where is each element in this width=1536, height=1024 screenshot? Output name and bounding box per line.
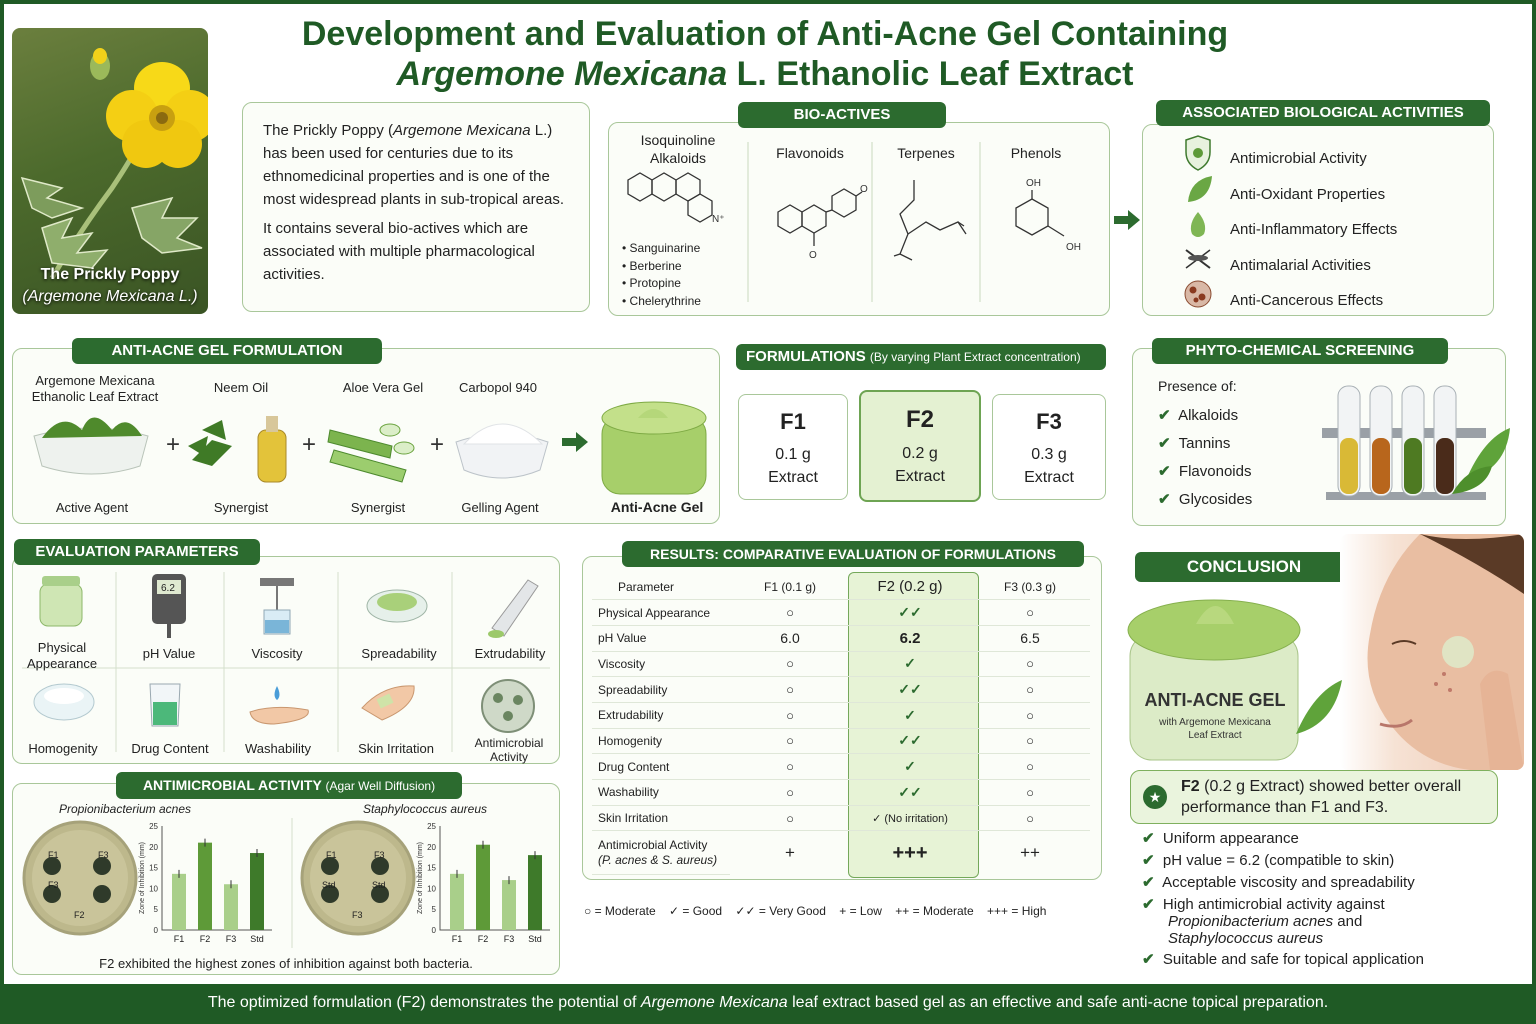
intro-panel	[242, 102, 590, 312]
tube-liquid	[1436, 438, 1454, 494]
check-icon: ✔	[1142, 951, 1155, 968]
phenol-oh-label-2: OH	[1066, 242, 1081, 253]
param-cell: Skin Irritation	[592, 805, 730, 831]
f1-cell: 6.0	[730, 625, 850, 651]
tube-icon	[488, 580, 538, 638]
check-circle-icon: ✔	[1158, 463, 1171, 480]
f2-cell: +++	[892, 841, 928, 864]
ingredient-name-aloe: Aloe Vera Gel	[342, 380, 424, 395]
results-title: RESULTS: COMPARATIVE EVALUATION OF FORMULATIONS	[622, 541, 1084, 567]
intro-p1c: L.) has been used for centuries due to its ethnomedicinal properties and is one of the most widespread plants in sub-tropical areas.	[263, 122, 564, 208]
well-label: F2	[74, 910, 85, 920]
eval-label: Antimicrobial Activity	[474, 736, 544, 764]
eval-label: pH Value	[142, 646, 196, 661]
face-photo	[1340, 534, 1524, 770]
x-tick-label: F1	[451, 934, 463, 944]
formulation-id: F2	[905, 406, 934, 433]
table-row	[592, 651, 1090, 677]
y-tick-label: 15	[149, 863, 158, 873]
eval-label: Extrudability	[474, 646, 546, 661]
check-icon: ✔	[1142, 852, 1155, 869]
alkaloid-item: • Protopine	[622, 276, 681, 290]
tube-liquid	[1404, 438, 1422, 494]
well-label: F1	[326, 850, 337, 860]
conclusion-item: ✔ Acceptable viscosity and spreadability	[1142, 874, 1415, 891]
bar	[502, 880, 516, 930]
activity-icons	[1182, 136, 1222, 316]
formulations-subtitle: (By varying Plant Extract concentration)	[869, 350, 1081, 364]
footer-banner: The optimized formulation (F2) demonstrates the potential of Argemone Mexicana leaf extract based gel as an effective and safe anti-acne topical preparation.	[0, 984, 1536, 1024]
intro-p1-species: Argemone Mexicana	[393, 122, 531, 139]
bar	[172, 874, 186, 930]
table-row	[592, 754, 1090, 780]
beaker-icon	[150, 684, 180, 726]
alkaloid-item: • Berberine	[622, 258, 682, 273]
legend-item: +++ = High	[987, 904, 1047, 918]
f3-cell: ○	[970, 805, 1090, 831]
formulation-result: Anti-Acne Gel	[610, 499, 704, 515]
conclusion-item: ✔ Uniform appearance	[1142, 830, 1299, 847]
table-row	[592, 702, 1090, 728]
formulation-id: F3	[1036, 409, 1062, 434]
neem-oil-icon	[188, 416, 286, 482]
phyto-presence: Presence of:	[1158, 378, 1237, 394]
y-tick-label: 10	[427, 884, 436, 894]
formulation-amount: 0.1 g Extract	[768, 446, 818, 486]
header-f2: F2 (0.2 g)	[850, 574, 970, 600]
phyto-title: PHYTO-CHEMICAL SCREENING	[1152, 338, 1448, 364]
alkaloid-item: • Chelerythrine	[622, 293, 701, 308]
param-cell: Homogenity	[592, 728, 730, 754]
plus-sign: +	[302, 431, 317, 458]
bioactive-col-flavonoids: Flavonoids	[776, 145, 844, 161]
formulation-id: F1	[780, 409, 806, 434]
f1-cell: ○	[730, 754, 850, 780]
tube-liquid	[1340, 438, 1358, 494]
prickly-poppy-photo	[12, 28, 208, 314]
f1-cell: ○	[730, 728, 850, 754]
arrow-right-icon	[562, 432, 588, 452]
agar-plates-and-charts	[12, 818, 560, 958]
formulation-amount: 0.2 g Extract	[895, 445, 945, 485]
f2-cell: ✓	[850, 651, 970, 677]
x-tick-label: F3	[225, 934, 237, 944]
y-axis-label: Zone of Inhibition (mm)	[417, 842, 424, 914]
ingredient-name-neem: Neem Oil	[213, 380, 269, 395]
eval-label: Spreadability	[361, 646, 437, 661]
bacteria-label: Propionibacterium acnes	[58, 802, 192, 816]
bar	[476, 845, 490, 930]
hand-washing-icon	[250, 686, 308, 724]
table-row	[592, 805, 1090, 831]
tube-liquid	[1372, 438, 1390, 494]
y-tick-label: 20	[427, 842, 436, 852]
aloe-vera-icon	[328, 424, 414, 482]
formulation-card-f1[interactable]	[738, 394, 848, 500]
table-row	[592, 831, 1090, 875]
f3-cell: ○	[970, 677, 1090, 703]
x-tick-label: Std	[250, 934, 264, 944]
gel-jar-icon	[602, 402, 706, 494]
plus-sign: +	[166, 431, 181, 458]
title-line1: Development and Evaluation of Anti-Acne Gel Containing	[301, 15, 1229, 53]
petri-dish-icon	[482, 680, 534, 732]
conclusion-highlight-text: F2 (0.2 g Extract) showed better overall performance than F1 and F3.	[1181, 778, 1462, 816]
param-cell: pH Value	[592, 625, 730, 651]
phenol-oh-label-1: OH	[1026, 178, 1041, 189]
legend-item: ○ = Moderate	[584, 904, 656, 918]
param-cell: Spreadability	[592, 677, 730, 703]
param-cell: Physical Appearance	[592, 600, 730, 626]
param-cell: Extrudability	[592, 702, 730, 728]
f3-cell: ○	[970, 651, 1090, 677]
ingredient-name-carbopol: Carbopol 940	[458, 380, 538, 395]
well-label: F1	[48, 850, 59, 860]
formulation-card-f3[interactable]	[992, 394, 1106, 500]
x-tick-label: F3	[503, 934, 515, 944]
well-label: Std	[322, 880, 336, 890]
face-illustration	[1340, 534, 1524, 770]
spread-dish-icon	[367, 590, 427, 622]
formulation-illustrations	[12, 390, 712, 500]
alkaloid-list	[622, 240, 701, 310]
f1-cell: ○	[730, 702, 850, 728]
header-f1: F1 (0.1 g)	[730, 574, 850, 600]
activity-item: Antimalarial Activities	[1230, 256, 1371, 274]
y-tick-label: 5	[431, 905, 436, 915]
f3-cell: ++	[1020, 843, 1040, 863]
leaf-icon	[1188, 176, 1212, 202]
table-row	[592, 600, 1090, 626]
conclusion-item: ✔ High antimicrobial activity against Propionibacterium acnes and Staphylococcus aureus	[1142, 896, 1385, 947]
f1-cell: ○	[730, 805, 850, 831]
eval-label: Drug Content	[131, 741, 209, 756]
flavonoid-o2-label: O	[809, 250, 817, 261]
table-header	[592, 574, 1090, 600]
jar-label-sub: with Argemone Mexicana Leaf Extract	[1159, 717, 1271, 741]
intro-paragraph-1	[263, 119, 579, 211]
x-tick-label: F2	[477, 934, 489, 944]
activity-item: Anti-Oxidant Properties	[1230, 185, 1386, 203]
phyto-item: ✔ Alkaloids	[1158, 407, 1239, 424]
f1-cell: ○	[730, 780, 850, 806]
eval-label: Washability	[245, 741, 311, 756]
table-row	[592, 728, 1090, 754]
flavonoid-o-label: O	[860, 184, 868, 195]
x-tick-label: F1	[173, 934, 185, 944]
arrow-right-icon	[1114, 210, 1140, 230]
plant-caption	[12, 264, 208, 308]
param-cell: Washability	[592, 780, 730, 806]
bar	[198, 843, 212, 930]
y-tick-label: 25	[427, 822, 436, 831]
plus-sign: +	[430, 431, 445, 458]
inhibition-chart-s-aureus	[417, 822, 550, 944]
activity-list	[1230, 141, 1397, 319]
eval-label: Skin Irritation	[358, 741, 434, 756]
ingredient-role-aloe: Synergist	[350, 500, 406, 515]
y-axis-label: Zone of Inhibition (mm)	[139, 842, 146, 914]
page-title	[230, 14, 1300, 94]
table-row	[592, 780, 1090, 806]
eval-label: Viscosity	[251, 646, 303, 661]
title-species: Argemone Mexicana	[396, 55, 728, 93]
y-tick-label: 5	[153, 905, 158, 915]
alkaloid-item: • Sanguinarine	[622, 241, 701, 255]
f2-cell: ✓✓	[850, 600, 970, 626]
f2-cell: ✓✓	[850, 780, 970, 806]
activity-item: Anti-Cancerous Effects	[1230, 292, 1384, 309]
well-label: F3	[352, 910, 363, 920]
bio-activities-title: ASSOCIATED BIOLOGICAL ACTIVITIES	[1156, 100, 1490, 126]
x-tick-label: Std	[528, 934, 542, 944]
intro-p1a: The Prickly Poppy (	[263, 122, 394, 139]
plant-caption-name: The Prickly Poppy	[40, 266, 180, 283]
header-f3: F3 (0.3 g)	[970, 574, 1090, 600]
bar	[250, 853, 264, 930]
cream-bowl-icon	[34, 684, 94, 720]
formulations-title	[736, 344, 1106, 370]
conclusion-highlight	[1130, 770, 1498, 824]
results-legend	[584, 904, 1104, 918]
legend-item: + = Low	[839, 904, 882, 918]
title-line2	[230, 54, 1300, 94]
header-parameter: Parameter	[592, 574, 730, 600]
conclusion-bullets	[1142, 830, 1502, 969]
check-icon: ✔	[1142, 830, 1155, 847]
jar-label-title: ANTI-ACNE GEL	[1144, 690, 1286, 710]
phyto-item: ✔ Glycosides	[1158, 491, 1253, 508]
f2-cell: 6.2	[850, 625, 970, 651]
y-tick-label: 0	[431, 926, 436, 935]
leaf-bowl-icon	[34, 418, 148, 475]
param-cell: Viscosity	[592, 651, 730, 677]
viscometer-icon	[260, 578, 294, 634]
y-tick-label: 25	[149, 822, 158, 831]
n-plus-label: N⁺	[712, 214, 725, 225]
f3-cell: ○	[970, 728, 1090, 754]
check-circle-icon: ✔	[1158, 491, 1171, 508]
cancer-cell-icon	[1185, 281, 1211, 307]
skin-icon	[362, 686, 414, 720]
f2-cell: ✓	[850, 754, 970, 780]
phyto-item: ✔ Flavonoids	[1158, 463, 1252, 480]
gel-jar-icon	[40, 576, 82, 626]
shield-microbe-icon	[1186, 136, 1210, 170]
check-icon: ✔	[1142, 874, 1155, 891]
f2-cell: ✓	[850, 702, 970, 728]
ingredient-role-extract: Active Agent	[55, 500, 129, 515]
phyto-item: ✔ Tannins	[1158, 435, 1231, 452]
conclusion-item: ✔ pH value = 6.2 (compatible to skin)	[1142, 852, 1395, 869]
check-icon: ✔	[1142, 896, 1155, 913]
x-tick-label: F2	[199, 934, 211, 944]
bioactives-title: BIO-ACTIVES	[738, 102, 946, 128]
check-circle-icon: ✔	[1158, 435, 1171, 452]
bacteria-label: Staphylococcus aureus	[362, 802, 488, 816]
well-label: F3	[374, 850, 385, 860]
conclusion-title: CONCLUSION	[1135, 552, 1353, 582]
f1-cell: ○	[730, 600, 850, 626]
carbopol-powder-icon	[456, 424, 548, 478]
formulation-amount: 0.3 g Extract	[1024, 446, 1074, 486]
param-cell: Antimicrobial Activity (P. acnes & S. aureus)	[592, 831, 730, 875]
activity-item: Anti-Inflammatory Effects	[1230, 221, 1398, 238]
f3-cell: ○	[970, 702, 1090, 728]
y-tick-label: 0	[153, 926, 158, 935]
y-tick-label: 15	[427, 863, 436, 873]
flame-icon	[1191, 212, 1205, 237]
antimicrobial-title: ANTIMICROBIAL ACTIVITY (Agar Well Diffusion)	[116, 772, 462, 799]
star-icon: ★	[1143, 785, 1167, 809]
plant-caption-latin: (Argemone Mexicana L.)	[22, 288, 198, 305]
f2-cell: ✓✓	[850, 677, 970, 703]
activity-item: Antimicrobial Activity	[1230, 150, 1367, 167]
phyto-list	[1158, 402, 1252, 514]
legend-item: ++ = Moderate	[895, 904, 974, 918]
results-table	[592, 574, 1090, 875]
bar	[224, 884, 238, 930]
antimicrobial-caption: F2 exhibited the highest zones of inhibition against both bacteria.	[99, 956, 473, 971]
table-row	[592, 625, 1090, 651]
f3-cell: 6.5	[970, 625, 1090, 651]
bar	[528, 855, 542, 930]
f2-cell: ✓ (No irritation)	[850, 805, 970, 831]
f2-cell: ✓✓	[850, 728, 970, 754]
bioactive-col-terpenes: Terpenes	[897, 145, 955, 161]
intro-paragraph-2: It contains several bio-actives which are associated with multiple pharmacological activities.	[263, 220, 535, 283]
title-line2-rest: L. Ethanolic Leaf Extract	[727, 55, 1134, 93]
evaluation-title: EVALUATION PARAMETERS	[14, 539, 260, 565]
f1-cell: ○	[730, 677, 850, 703]
y-tick-label: 20	[149, 842, 158, 852]
formulations-title-main: FORMULATIONS	[746, 348, 866, 365]
mosquito-icon	[1186, 250, 1210, 268]
inhibition-chart-p-acnes	[139, 822, 272, 944]
legend-item: ✓✓ = Very Good	[735, 904, 826, 918]
conclusion-item: ✔ Suitable and safe for topical application	[1142, 951, 1424, 968]
bioactive-col-phenols: Phenols	[1010, 145, 1062, 161]
f3-cell: ○	[970, 600, 1090, 626]
bar	[450, 874, 464, 930]
well-label: F3	[48, 880, 59, 890]
conclusion-gel-jar	[1126, 584, 1346, 774]
ingredient-role-neem: Synergist	[213, 500, 269, 515]
legend-item: ✓ = Good	[668, 904, 723, 918]
formulation-card-f2[interactable]	[859, 390, 981, 502]
ingredient-name-extract: Argemone Mexicana Ethanolic Leaf Extract	[31, 373, 159, 404]
ph-display: 6.2	[161, 583, 175, 594]
well-label: Std	[372, 880, 386, 890]
bioactive-col-alkaloids: Isoquinoline Alkaloids	[640, 132, 716, 166]
ingredient-role-carbopol: Gelling Agent	[461, 500, 539, 515]
f3-cell: ○	[970, 754, 1090, 780]
formulation-title: ANTI-ACNE GEL FORMULATION	[72, 338, 382, 364]
eval-label: Physical Appearance	[26, 640, 98, 671]
well-label: F3	[98, 850, 109, 860]
eval-label: Homogenity	[28, 741, 98, 756]
test-tubes-illustration	[1316, 382, 1506, 522]
f1-cell: +	[785, 843, 795, 863]
f1-cell: ○	[730, 651, 850, 677]
table-row	[592, 677, 1090, 703]
param-cell: Drug Content	[592, 754, 730, 780]
y-tick-label: 10	[149, 884, 158, 894]
check-circle-icon: ✔	[1158, 407, 1171, 424]
f3-cell: ○	[970, 780, 1090, 806]
